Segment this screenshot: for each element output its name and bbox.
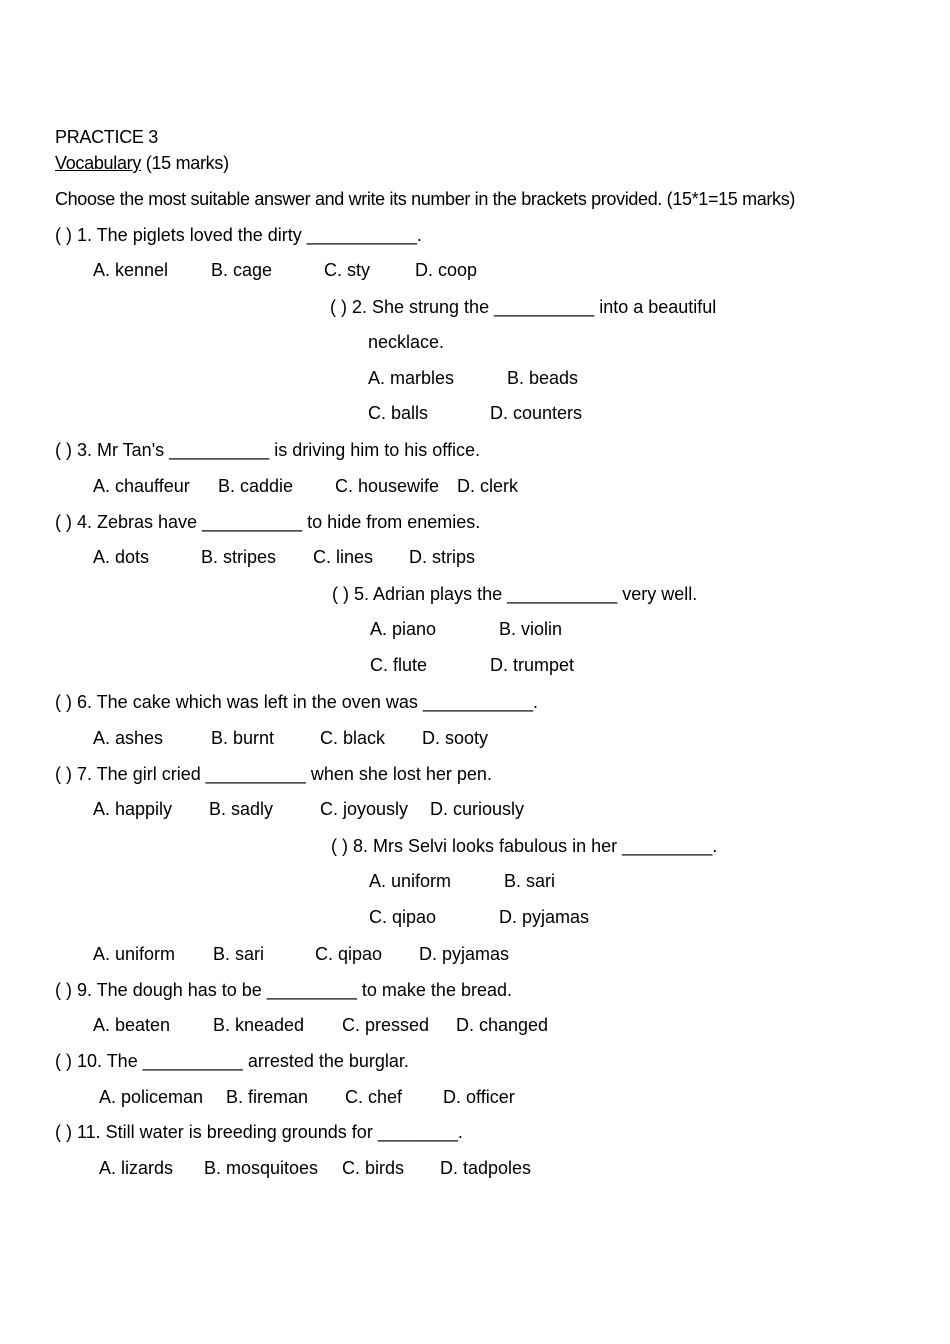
q2-option-a: A. marbles: [368, 368, 455, 388]
question-6-stem: ( ) 6. The cake which was left in the oven was ___________.: [55, 692, 538, 712]
extra-option-d: D. pyjamas: [419, 944, 510, 964]
q8-option-a: A. uniform: [369, 871, 452, 891]
q4-option-d: D. strips: [409, 547, 476, 567]
q3-option-c: C. housewife: [335, 476, 440, 496]
q3-option-a: A. chauffeur: [93, 476, 190, 496]
q5-option-d: D. trumpet: [490, 655, 575, 675]
q6-option-a: A. ashes: [93, 728, 164, 748]
question-11-stem: ( ) 11. Still water is breeding grounds for ________.: [55, 1122, 463, 1142]
question-10-stem: ( ) 10. The __________ arrested the burglar.: [55, 1051, 409, 1071]
section-heading: [55, 152, 229, 174]
question-2-continuation: necklace.: [368, 332, 445, 352]
question-9-stem: ( ) 9. The dough has to be _________ to make the bread.: [55, 980, 512, 1000]
q11-option-d: D. tadpoles: [440, 1158, 532, 1178]
question-5-stem: ( ) 5. Adrian plays the ___________ very well.: [332, 584, 698, 604]
q4-option-b: B. stripes: [201, 547, 277, 567]
q1-option-b: B. cage: [211, 260, 273, 280]
q7-option-a: A. happily: [93, 799, 173, 819]
q9-option-d: D. changed: [456, 1015, 549, 1035]
extra-option-a: A. uniform: [93, 944, 176, 964]
question-4-stem: ( ) 4. Zebras have __________ to hide from enemies.: [55, 512, 481, 532]
q5-option-a: A. piano: [370, 619, 437, 639]
q11-option-b: B. mosquitoes: [204, 1158, 319, 1178]
q4-option-c: C. lines: [313, 547, 374, 567]
q5-option-b: B. violin: [499, 619, 563, 639]
question-8-stem: ( ) 8. Mrs Selvi looks fabulous in her _________.: [331, 836, 718, 856]
instructions: Choose the most suitable answer and write its number in the brackets provided. (15*1=15 marks): [55, 189, 795, 209]
q11-option-a: A. lizards: [99, 1158, 174, 1178]
question-2-stem: ( ) 2. She strung the __________ into a beautiful: [330, 297, 717, 317]
question-3-stem: ( ) 3. Mr Tan's __________ is driving him to his office.: [55, 440, 480, 460]
q9-option-b: B. kneaded: [213, 1015, 305, 1035]
q1-option-d: D. coop: [415, 260, 478, 280]
q10-option-d: D. officer: [443, 1087, 515, 1107]
q10-option-c: C. chef: [345, 1087, 403, 1107]
q4-option-a: A. dots: [93, 547, 150, 567]
q8-option-d: D. pyjamas: [499, 907, 590, 927]
section-heading-marks: (15 marks): [141, 153, 229, 173]
question-1-stem: ( ) 1. The piglets loved the dirty ___________.: [55, 225, 422, 245]
q3-option-b: B. caddie: [218, 476, 294, 496]
q10-option-a: A. policeman: [99, 1087, 204, 1107]
section-heading-underlined: Vocabulary: [55, 153, 142, 173]
q11-option-c: C. birds: [342, 1158, 405, 1178]
q2-option-c: C. balls: [368, 403, 429, 423]
q6-option-c: C. black: [320, 728, 386, 748]
q6-option-b: B. burnt: [211, 728, 275, 748]
question-7-stem: ( ) 7. The girl cried __________ when she lost her pen.: [55, 764, 492, 784]
q9-option-a: A. beaten: [93, 1015, 171, 1035]
q3-option-d: D. clerk: [457, 476, 519, 496]
page-title: PRACTICE 3: [55, 127, 159, 147]
q10-option-b: B. fireman: [226, 1087, 309, 1107]
extra-option-c: C. qipao: [315, 944, 383, 964]
q5-option-c: C. flute: [370, 655, 428, 675]
q1-option-c: C. sty: [324, 260, 371, 280]
q8-option-b: B. sari: [504, 871, 556, 891]
q9-option-c: C. pressed: [342, 1015, 430, 1035]
q8-option-c: C. qipao: [369, 907, 437, 927]
q2-option-b: B. beads: [507, 368, 579, 388]
q7-option-d: D. curiously: [430, 799, 525, 819]
q1-option-a: A. kennel: [93, 260, 169, 280]
extra-option-b: B. sari: [213, 944, 265, 964]
q7-option-c: C. joyously: [320, 799, 409, 819]
q7-option-b: B. sadly: [209, 799, 274, 819]
q2-option-d: D. counters: [490, 403, 583, 423]
q6-option-d: D. sooty: [422, 728, 489, 748]
